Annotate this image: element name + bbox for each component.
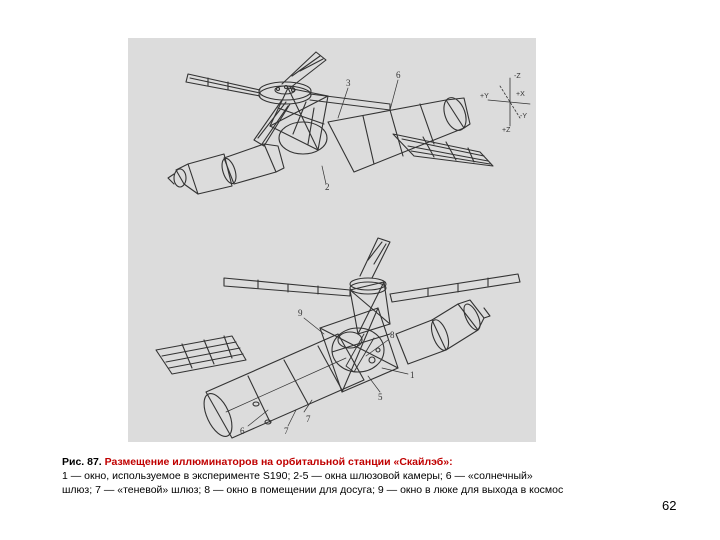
figure-caption [62,455,662,497]
bottom-callout-8: 8 [390,330,395,340]
skylab-bottom-view [156,238,520,440]
top-callout-3: 3 [346,78,351,88]
axis-minus-y: -Y [520,113,527,120]
caption-line-1: 1 — окно, используемое в эксперименте S190; 2-5 — окна шлюзовой камеры; 6 — «солнечный» [62,470,533,482]
skylab-top-view [168,52,530,194]
top-callout-2: 2 [325,182,330,192]
bottom-callout-9: 9 [298,308,303,318]
axis-plus-z: +Z [502,127,511,134]
windmill-arrays-top [186,52,390,146]
bottom-callout-7b: 7 [284,426,289,436]
skylab-illustration [128,38,536,442]
telescope-mount-truss-top [270,88,328,154]
mast-array-bottom [360,238,390,278]
axis-plus-y: +Y [480,93,489,100]
telescope-hub-top [259,82,311,104]
bottom-callout-6: 6 [240,426,245,436]
docking-module-bottom [396,300,490,364]
top-callout-6: 6 [396,70,401,80]
caption-line-2: шлюз; 7 — «теневой» шлюз; 8 — окно в помещении для досуга; 9 — окно в люке для выхода в космос [62,484,564,496]
bottom-callout-5: 5 [378,392,383,402]
figure-label: Рис. 87. [62,456,102,468]
caption-heading [62,455,662,469]
docking-module-top [168,144,284,194]
axis-plus-x: +X [516,91,525,98]
figure-title: Размещение иллюминаторов на орбитальной станции «Скайлэб»: [104,456,453,468]
bottom-callout-1: 1 [410,370,415,380]
axis-minus-z: -Z [514,73,521,80]
page-number: 62 [662,498,677,513]
workshop-solar-panel-bottom [156,336,246,374]
bottom-callout-7: 7 [306,414,311,424]
